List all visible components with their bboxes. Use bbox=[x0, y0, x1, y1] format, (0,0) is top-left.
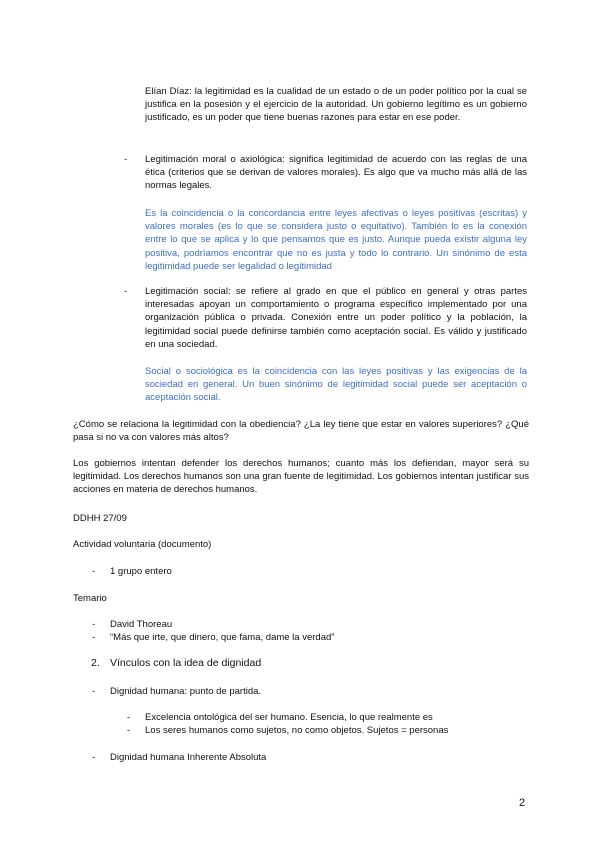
voluntary-activity-line: Actividad voluntaria (documento) bbox=[73, 539, 212, 550]
bullet-marker: - bbox=[92, 619, 96, 630]
ontological-excellence-item: Excelencia ontológica del ser humano. Esencia, lo que realmente es bbox=[145, 712, 433, 723]
bullet-marker: - bbox=[124, 154, 128, 165]
bullet-marker: - bbox=[92, 632, 96, 643]
dignity-section-heading: Vínculos con la idea de dignidad bbox=[110, 657, 262, 669]
moral-legitimacy-bullet: Legitimación moral o axiológica: significa legitimidad de acuerdo con las reglas de una ética (criterios que se derivan de valores morales). Es algo que va mucho más allá de las normas legales. bbox=[145, 154, 527, 192]
bullet-marker: - bbox=[92, 566, 96, 577]
governments-paragraph: Los gobiernos intentan defender los derechos humanos; cuanto más los defiendan, mayor será su legitimidad. Los derechos humanos son una gran fuente de legitimidad. Los gobiernos intentan justificar sus acciones en materia de derechos humanos. bbox=[73, 458, 529, 496]
bullet-marker: - bbox=[92, 752, 96, 763]
section-number: 2. bbox=[91, 657, 100, 669]
humans-as-subjects-item: Los seres humanos como sujetos, no como objetos. Sujetos = personas bbox=[145, 725, 449, 736]
inherent-dignity-item: Dignidad humana Inherente Absoluta bbox=[110, 752, 267, 763]
page-number: 2 bbox=[519, 797, 526, 809]
moral-legitimacy-note: Es la coincidencia o la concordancia entre leyes afectivas o leyes positivas (escritas) y valores morales (es lo que se considera justo o equitativo). También lo es la conexión entre lo que se aplica y lo que pensamos que es justo. Aunque pueda existir alguna ley positiva, podríamos encontrar que no es justa y todo lo contrario. Un sinónimo de esta legitimidad puede ser legalidad o legitimidad bbox=[145, 208, 527, 272]
obedience-question: ¿Cómo se relaciona la legitimidad con la obediencia? ¿La ley tiene que estar en valores superiores? ¿Qué pasa si no va con valores más altos? bbox=[73, 419, 529, 444]
social-legitimacy-note: Social o sociológica es la coincidencia con las leyes positivas y las exigencias de la sociedad en general. Un buen sinónimo de legitimidad social puede ser aceptación o aceptación social. bbox=[145, 366, 527, 404]
bullet-marker: - bbox=[124, 286, 128, 297]
syllabus-heading: Temario bbox=[73, 593, 107, 604]
thoreau-quote-item: “Más que irte, que dinero, que fama, dame la verdad” bbox=[110, 632, 335, 643]
dignity-starting-point-item: Dignidad humana: punto de partida. bbox=[110, 686, 262, 697]
ddhh-date-heading: DDHH 27/09 bbox=[73, 513, 127, 524]
bullet-marker: - bbox=[92, 686, 96, 697]
bullet-marker: - bbox=[127, 712, 131, 723]
thoreau-item: David Thoreau bbox=[110, 619, 173, 630]
social-legitimacy-bullet: Legitimación social: se refiere al grado en que el público en general y otras partes interesadas apoyan un comportamiento o programa específico implementado por una organización pública o privada. Conexión entre un poder político y la población, la legitimidad social puede definirse también como aceptación social. Es válido y justificado en una sociedad. bbox=[145, 286, 527, 350]
elian-diaz-paragraph: Elían Díaz: la legitimidad es la cualidad de un estado o de un poder político por la cual se justifica en la posesión y el ejercicio de la autoridad. Un gobierno legítimo es un gobierno justificado, es un poder que tiene buenas razones para estar en ese poder. bbox=[145, 86, 527, 124]
bullet-marker: - bbox=[127, 725, 131, 736]
group-item: 1 grupo entero bbox=[110, 566, 172, 577]
